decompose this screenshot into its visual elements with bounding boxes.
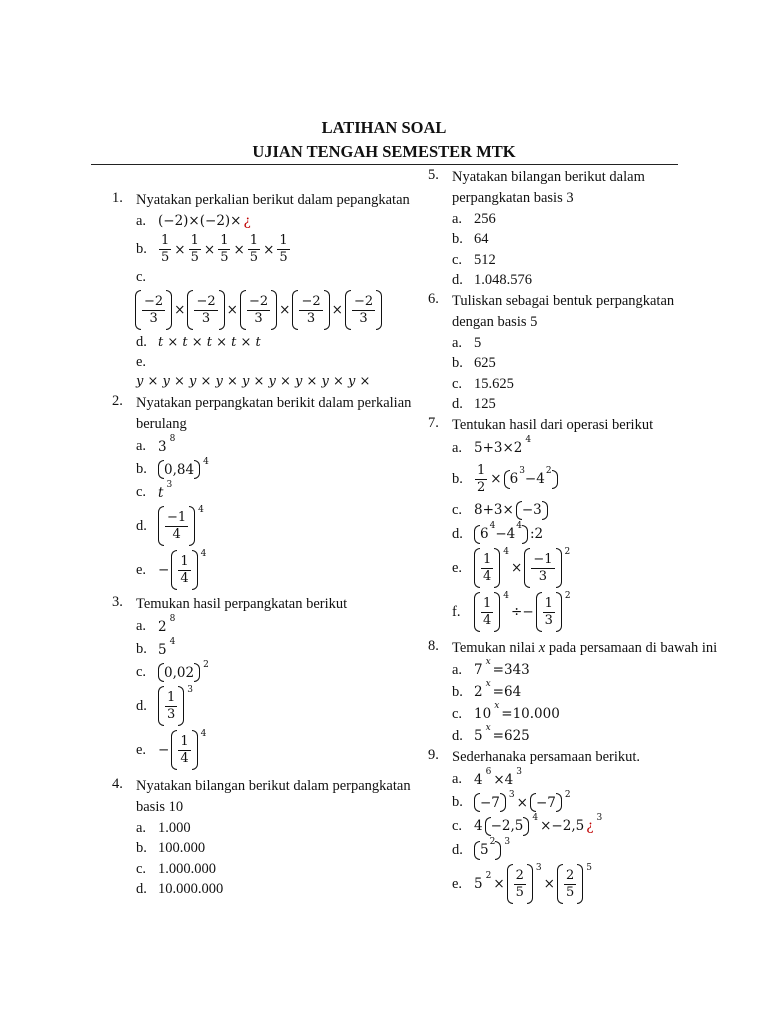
question-3: [112, 594, 412, 772]
option-value: 1.000.000: [158, 860, 216, 877]
option-label: c.: [452, 501, 463, 518]
option-label: b.: [452, 355, 463, 372]
option-value: 1.048.576: [474, 272, 532, 289]
option-value: 256: [474, 210, 496, 227]
option-label: b.: [452, 683, 463, 700]
math-expression: 2 8: [158, 613, 176, 635]
question-text: Tuliskan sebagai bentuk perpangkatan dengan basis 5: [452, 293, 675, 330]
option-d: [452, 838, 718, 862]
math-expression: $\frac{-2}{3}$ × $\frac{-2}{3}$ × $\frac{-2}{3}$ × $\frac{-2}{3}$ × $\frac{-2}{3}$: [135, 290, 382, 330]
option-label: a.: [452, 661, 463, 678]
option-label: c.: [136, 664, 147, 680]
option-c: [452, 814, 718, 838]
math-expression: 0,84 4: [158, 460, 209, 479]
question-2: [112, 393, 412, 592]
option-label: b.: [452, 231, 463, 248]
option-b: [136, 232, 412, 268]
question-text: Nyatakan bilangan berikut dalam perpangkatan basis 10: [136, 778, 411, 815]
question-number: 4.: [112, 776, 123, 792]
question-number: 8.: [428, 638, 439, 654]
option-c: [136, 481, 412, 504]
option-label: b.: [136, 641, 147, 657]
option-c: [452, 703, 718, 725]
option-label: f.: [452, 603, 461, 620]
math-expression: 10 x =10.000: [474, 701, 560, 722]
option-label: d.: [452, 841, 463, 858]
option-f: [452, 590, 718, 634]
option-label: a.: [136, 819, 147, 836]
option-label: e.: [136, 741, 147, 758]
math-expression: $\frac{1}{2}$ × 6 3 −4 2: [474, 464, 558, 495]
question-text: Nyatakan perpangkatan berikit dalam perkalian berulang: [136, 395, 412, 432]
math-expression: 6 4 −4 4 :2: [474, 525, 543, 544]
option-c-expression: [135, 288, 412, 332]
math-expression: 4 6 ×4 3: [474, 766, 522, 788]
math-expression: 4 −2,5 4 ×−2,5 ¿ 3: [474, 813, 603, 834]
option-label: c.: [452, 705, 463, 722]
math-expression: $\frac{1}{3}$ 3: [158, 686, 193, 726]
math-expression: −7 3 × −7 2: [474, 793, 571, 812]
option-value: 512: [474, 251, 496, 268]
question-number: 5.: [428, 167, 439, 183]
question-9: [428, 747, 718, 906]
option-label: d.: [452, 272, 463, 289]
question-1: [112, 190, 412, 393]
option-e: [136, 353, 412, 374]
right-column: [428, 167, 718, 906]
question-6: [428, 291, 718, 415]
option-label: e.: [452, 875, 463, 892]
option-label: a.: [136, 618, 147, 634]
option-label: c.: [452, 817, 463, 834]
option-d: [452, 522, 718, 546]
option-label: a.: [136, 212, 147, 229]
option-a: [452, 209, 718, 230]
math-expression: 5 2 3: [474, 841, 510, 860]
math-expression: 5 4: [158, 636, 176, 658]
option-c: [452, 250, 718, 271]
question-text: Temukan nilai x pada persamaan di bawah ini: [452, 640, 718, 656]
option-e: [136, 728, 412, 772]
math-expression: (−2)×(−2)× ¿: [158, 213, 251, 230]
question-number: 3.: [112, 594, 123, 610]
error-glyph: ¿: [243, 213, 251, 230]
option-d: [452, 271, 718, 292]
left-column: [112, 190, 412, 900]
option-a: [452, 436, 718, 460]
option-c: [452, 498, 718, 522]
option-a: [136, 615, 412, 638]
option-label: d.: [136, 333, 147, 350]
question-text: Temukan hasil perpangkatan berikut: [136, 596, 348, 612]
question-text: Tentukan hasil dari operasi berikut: [452, 417, 654, 433]
math-expression: t 3: [158, 479, 173, 501]
option-b: [452, 681, 718, 703]
option-label: d.: [136, 881, 147, 898]
question-number: 7.: [428, 415, 439, 431]
option-label: b.: [452, 794, 463, 810]
math-expression: 5 2 × $\frac{2}{5}$ 3 × $\frac{2}{5}$ 5: [474, 864, 592, 904]
math-expression: 2 x =64: [474, 679, 522, 700]
question-number: 9.: [428, 747, 439, 763]
option-value: 64: [474, 231, 489, 248]
question-text: Sederhanaka persamaan berikut.: [452, 749, 641, 765]
option-value: 125: [474, 396, 496, 413]
math-expression: 0,02 2: [158, 663, 209, 682]
option-b: [452, 791, 718, 814]
math-expression: 5+3×2 4: [474, 435, 532, 456]
option-a: [136, 818, 412, 839]
option-label: a.: [136, 438, 147, 454]
option-b: [136, 458, 412, 481]
option-label: e.: [452, 559, 463, 576]
math-expression: 3 8: [158, 433, 176, 455]
option-label: c.: [136, 269, 147, 286]
option-e-expression: [136, 373, 412, 393]
math-expression: 7 x =343: [474, 657, 530, 678]
option-c: [452, 374, 718, 395]
option-label: b.: [136, 461, 147, 477]
option-label: b.: [136, 840, 147, 857]
math-expression: $\frac{1}{4}$ 4 × $\frac{-1}{3}$ 2: [474, 548, 570, 588]
option-a: [136, 435, 412, 458]
question-text: Nyatakan perkalian berikut dalam pepangkatan: [136, 192, 410, 208]
option-label: d.: [136, 517, 147, 534]
math-expression: t × t × t × t × t: [158, 334, 261, 350]
option-label: d.: [452, 525, 463, 542]
option-a: [452, 659, 718, 681]
option-label: c.: [136, 484, 147, 500]
option-e: [452, 546, 718, 590]
option-label: b.: [136, 241, 147, 257]
option-label: d.: [136, 697, 147, 714]
math-expression: 8+3× −3: [474, 501, 548, 520]
option-d: [452, 725, 718, 747]
option-b: [136, 839, 412, 860]
option-c: [136, 661, 412, 684]
option-d: [136, 684, 412, 728]
math-expression: − $\frac{1}{4}$ 4: [158, 550, 206, 590]
document-subtitle: UJIAN TENGAH SEMESTER MTK: [252, 142, 516, 161]
question-number: 2.: [112, 393, 123, 409]
option-b: [452, 230, 718, 251]
option-label: c.: [452, 251, 463, 268]
option-label: c.: [136, 860, 147, 877]
option-value: 10.000.000: [158, 881, 224, 898]
math-expression: y × y × y × y × y × y × y × y × y ×: [136, 374, 371, 389]
option-value: 625: [474, 355, 496, 372]
option-d: [136, 504, 412, 548]
option-value: 100.000: [158, 840, 206, 857]
question-4: [112, 776, 412, 900]
option-label: c.: [452, 375, 463, 392]
option-d: [136, 332, 412, 353]
math-expression: − $\frac{1}{4}$ 4: [158, 730, 206, 770]
option-label: e.: [136, 561, 147, 578]
option-value: 5: [474, 334, 482, 351]
option-a: [452, 768, 718, 791]
option-b: [452, 354, 718, 375]
option-a: [452, 333, 718, 354]
question-number: 6.: [428, 291, 439, 307]
option-b: [136, 638, 412, 661]
option-label: b.: [452, 470, 463, 487]
question-5: [428, 167, 718, 291]
title-divider: [91, 164, 678, 165]
option-b: [452, 460, 718, 498]
option-label: d.: [452, 396, 463, 413]
option-label: d.: [452, 727, 463, 744]
question-7: [428, 415, 718, 634]
option-value: 1.000: [158, 819, 191, 836]
option-d: [136, 880, 412, 901]
document-title: LATIHAN SOAL: [321, 118, 447, 137]
option-value: 15.625: [474, 375, 514, 392]
question-text: Nyatakan bilangan berikut dalam perpangkatan basis 3: [452, 169, 645, 206]
question-8: [428, 638, 718, 747]
option-label: a.: [452, 210, 463, 227]
option-c: [136, 859, 412, 880]
math-expression: $\frac{1}{5}$ × $\frac{1}{5}$ × $\frac{1}{5}$ × $\frac{1}{5}$ × $\frac{1}{5}$: [161, 233, 288, 265]
option-c: [136, 268, 412, 289]
option-label: a.: [452, 334, 463, 351]
option-e: [136, 548, 412, 592]
math-expression: $\frac{-1}{4}$ 4: [158, 506, 204, 546]
error-glyph: ¿: [586, 818, 594, 834]
question-number: 1.: [112, 190, 123, 206]
option-label: a.: [452, 439, 463, 456]
option-label: e.: [136, 354, 147, 371]
option-d: [452, 395, 718, 416]
math-expression: $\frac{1}{4}$ 4 ÷− $\frac{1}{3}$ 2: [474, 592, 571, 632]
option-a: [136, 211, 412, 232]
option-label: a.: [452, 771, 463, 787]
math-expression: 5 x =625: [474, 723, 530, 744]
option-e: [452, 862, 718, 906]
